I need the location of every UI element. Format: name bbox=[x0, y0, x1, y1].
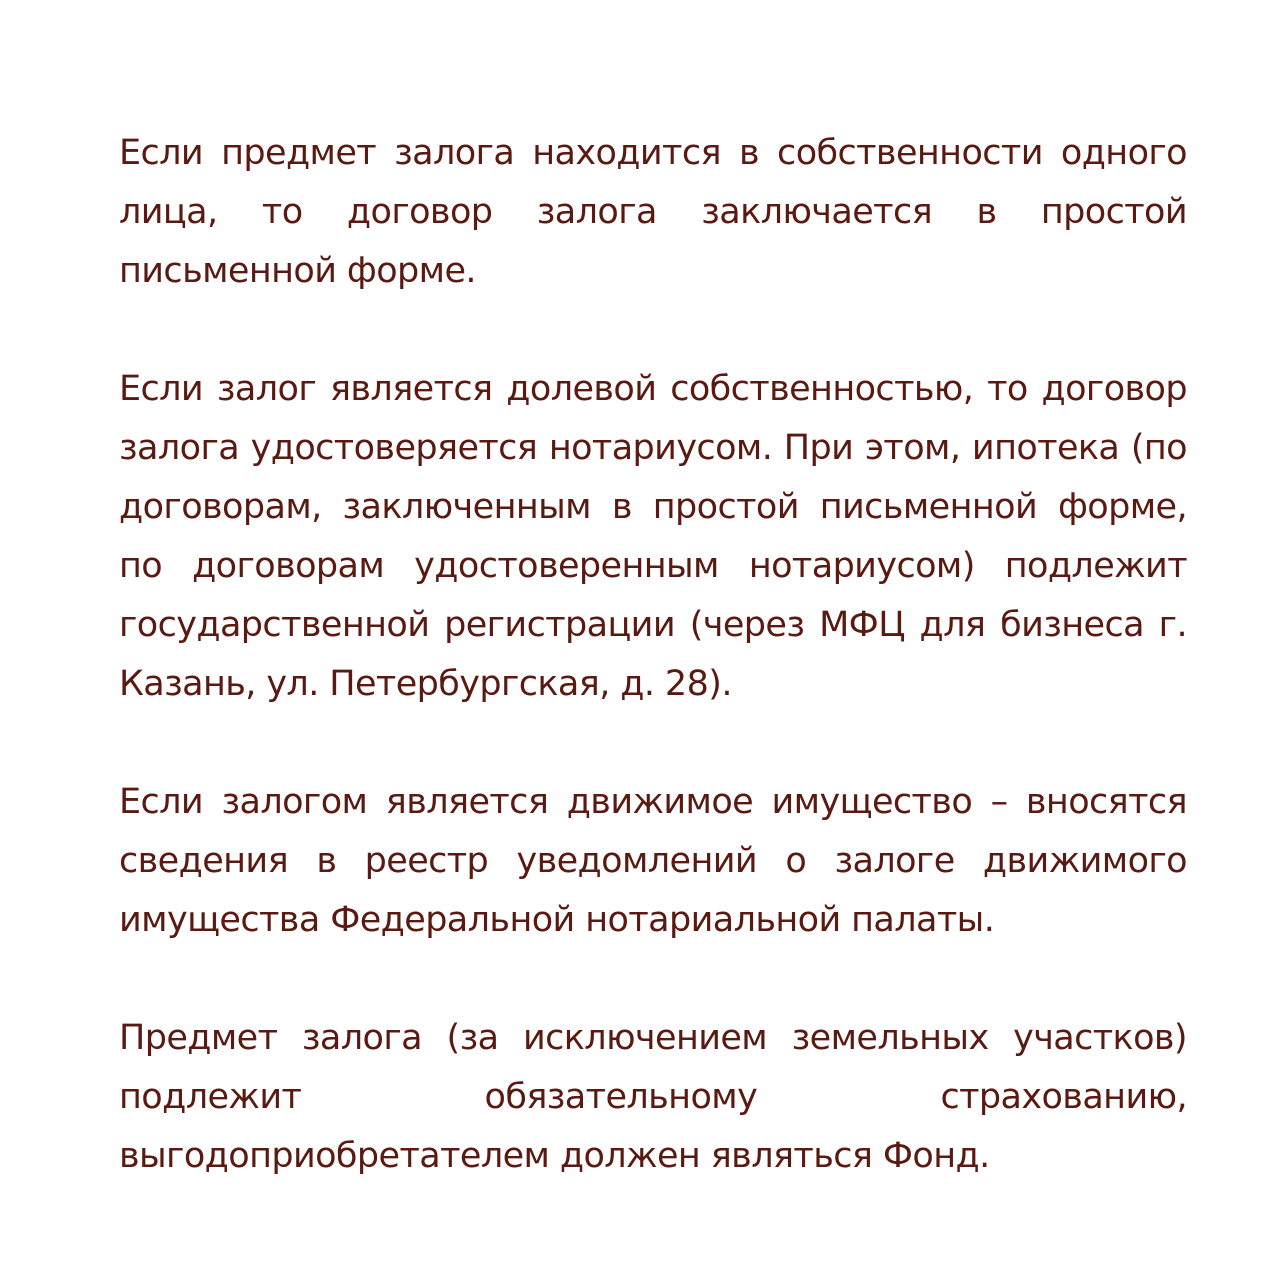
paragraph-pledge-insurance: Предмет залога (за исключением земельных участков) подлежит обязательному страхованию, выгодоприобретателем должен являться Фонд. bbox=[119, 1018, 1187, 1176]
paragraph-pledge-movable-property: Если залогом является движимое имущество – вносятся сведения в реестр уведомлений о залоге движимого имущества Федеральной нотариальной палаты. bbox=[119, 782, 1187, 940]
document-body bbox=[119, 124, 1187, 1186]
paragraph-pledge-shared-ownership: Если залог является долевой собственностью, то договор залога удостоверяется нотариусом. При этом, ипотека (по договорам, заключенным в простой письменной форме, по договорам удостоверенным нотариусом) подлежит государственной регистрации (через МФЦ для бизнеса г. Казань, ул. Петербургская, д. 28). bbox=[119, 369, 1187, 704]
paragraph-pledge-single-owner: Если предмет залога находится в собственности одного лица, то договор залога заключается в простой письменной форме. bbox=[119, 133, 1187, 291]
